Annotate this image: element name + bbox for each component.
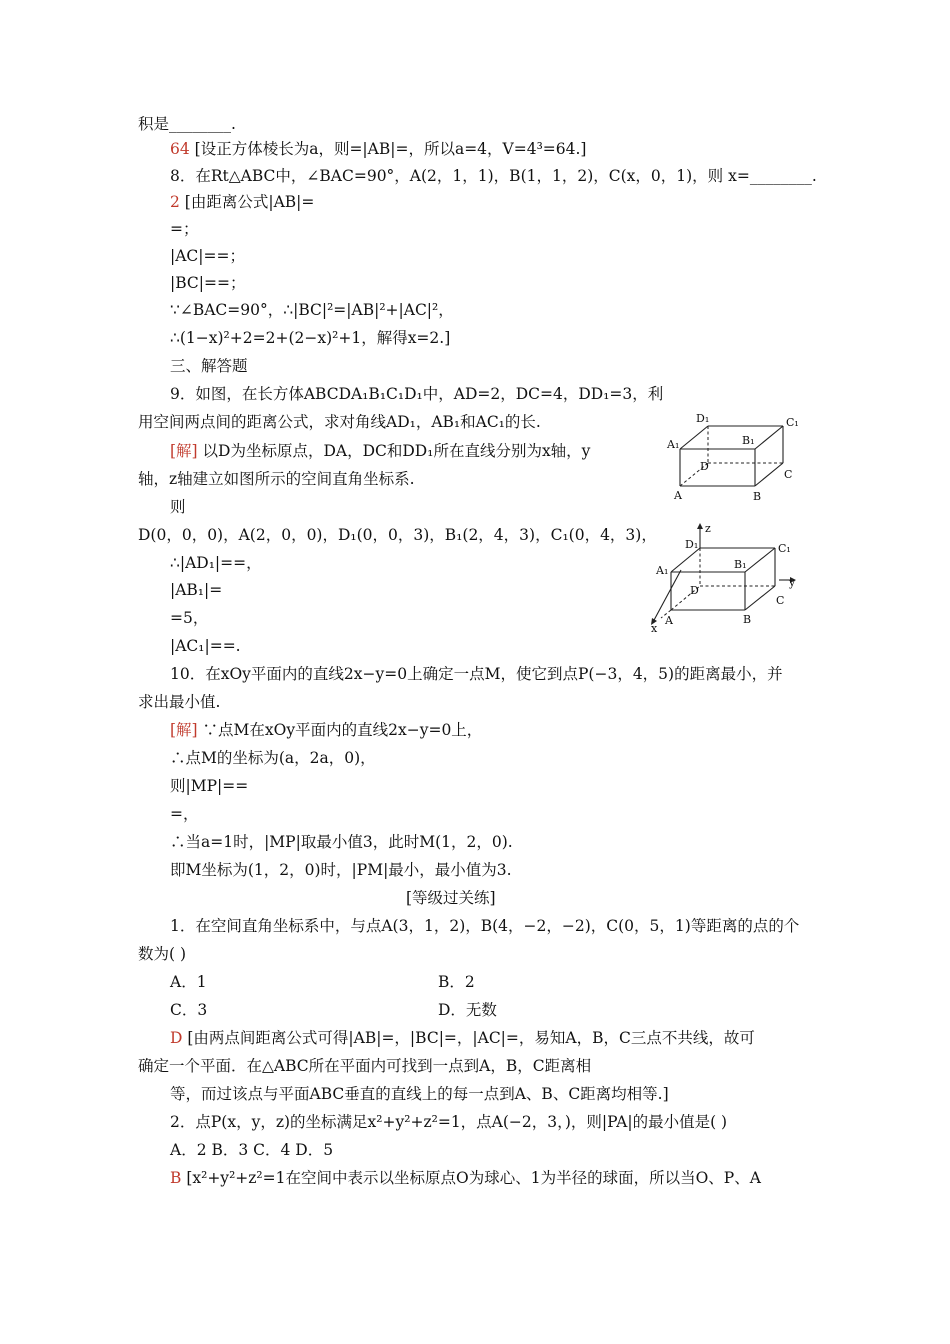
- answer-marker: [解]: [170, 721, 198, 739]
- edge-b1c1: [755, 426, 783, 449]
- line-text: 求出最小值.: [138, 693, 221, 711]
- line-text: 10．在xOy平面内的直线2x−y=0上确定一点M，使它到点P(−3，4，5)的距离最小，并: [170, 665, 783, 683]
- line-text: C．3: [170, 1001, 208, 1019]
- text-line: [170, 1000, 207, 1020]
- text-line: [170, 219, 199, 239]
- text-line: [138, 525, 657, 545]
- text-line: [406, 888, 496, 908]
- line-text: |AC₁|==.: [170, 637, 241, 655]
- text-line: [170, 246, 245, 266]
- text-line: [170, 832, 513, 852]
- text-line: [170, 1140, 333, 1160]
- text-line: [170, 916, 799, 936]
- line-text: ∴(1−x)²+2=2+(2−x)²+1，解得x=2.]: [170, 329, 451, 347]
- label-c1: C₁: [778, 542, 791, 555]
- text-line: [170, 356, 248, 376]
- label-b1: B₁: [734, 558, 747, 571]
- line-text: 积是________.: [138, 115, 236, 133]
- line-text: |AC|==；: [170, 247, 245, 265]
- line-text: [等级过关练]: [406, 889, 496, 907]
- text-line: [170, 720, 482, 740]
- label-d1: D₁: [685, 538, 699, 551]
- text-line: [170, 192, 314, 212]
- line-text: |BC|==；: [170, 274, 246, 292]
- line-text: 三、解答题: [170, 357, 248, 375]
- text-line: [438, 1000, 497, 1020]
- line-text: 轴，z轴建立如图所示的空间直角坐标系.: [138, 470, 415, 488]
- line-text: [由距离公式|AB|=: [179, 193, 315, 211]
- text-line: [138, 469, 415, 489]
- text-line: [138, 944, 186, 964]
- answer-marker: 2: [170, 193, 180, 211]
- line-text: [x²+y²+z²=1在空间中表示以坐标原点O为球心、1为半径的球面，所以当O、P、A: [181, 1169, 761, 1187]
- label-b1: B₁: [742, 434, 755, 447]
- label-y: y: [789, 576, 796, 589]
- line-text: ∵点M在xOy平面内的直线2x−y=0上，: [197, 721, 483, 739]
- text-line: [438, 972, 475, 992]
- text-line: [170, 384, 663, 404]
- line-text: A．2 B．3 C．4 D．5: [170, 1141, 334, 1159]
- text-line: [170, 497, 186, 517]
- label-z: z: [705, 522, 711, 535]
- line-text: =5，: [170, 609, 209, 627]
- label-a1: A₁: [667, 438, 680, 451]
- text-line: [138, 692, 220, 712]
- edge-b1c1: [745, 548, 775, 572]
- label-b: B: [743, 613, 752, 626]
- text-line: [170, 553, 262, 573]
- text-line: [138, 1056, 591, 1076]
- label-b: B: [753, 490, 762, 503]
- text-line: [138, 412, 541, 432]
- text-line: [170, 273, 245, 293]
- line-text: B．2: [438, 973, 475, 991]
- label-a: A: [665, 614, 673, 627]
- text-line: [170, 804, 199, 824]
- line-text: 1．在空间直角坐标系中，与点A(3，1，2)，B(4，−2，−2)，C(0，5，1)等距离的点的个: [170, 917, 800, 935]
- line-text: ∴当a=1时，|MP|取最小值3，此时M(1，2，0).: [170, 833, 513, 851]
- line-text: =；: [170, 220, 199, 238]
- line-text: 等，而过该点与平面ABC垂直的直线上的每一点到A、B、C距离均相等.]: [170, 1085, 669, 1103]
- edge-bc: [745, 586, 775, 610]
- label-c: C: [784, 468, 793, 481]
- line-text: ∴|AD₁|==，: [170, 554, 262, 572]
- line-text: 8．在Rt△ABC中，∠BAC=90°，A(2，1，1)，B(1，1，2)，C(x，0，1)，则 x=________.: [170, 167, 817, 185]
- text-line: [138, 114, 236, 134]
- answer-marker: 64: [170, 140, 190, 158]
- label-a1: A₁: [656, 564, 669, 577]
- text-line: [170, 300, 454, 320]
- box-figure: [660, 406, 810, 506]
- line-text: 确定一个平面．在△ABC所在平面内可找到一点到A，B，C距离相: [138, 1057, 592, 1075]
- answer-marker: B: [170, 1169, 182, 1187]
- line-text: 用空间两点间的距离公式，求对角线AD₁，AB₁和AC₁的长.: [138, 413, 541, 431]
- answer-marker: D: [170, 1029, 183, 1047]
- edge-a1d1: [680, 426, 708, 449]
- line-text: |AB₁|=: [170, 581, 223, 599]
- text-line: [170, 748, 376, 768]
- line-text: ∴点M的坐标为(a，2a，0)，: [170, 749, 376, 767]
- text-line: [170, 1112, 727, 1132]
- label-x: x: [651, 622, 658, 634]
- line-text: 9．如图，在长方体ABCDA₁B₁C₁D₁中，AD=2，DC=4，DD₁=3，利: [170, 385, 664, 403]
- line-text: ∵∠BAC=90°，∴|BC|²=|AB|²+|AC|²，: [170, 301, 454, 319]
- text-line: [170, 1028, 755, 1048]
- text-line: [170, 1168, 761, 1188]
- line-text: [由两点间距离公式可得|AB|=，|BC|=，|AC|=，易知A，B，C三点不共线，故可: [182, 1029, 755, 1047]
- line-text: D(0，0，0)，A(2，0，0)，D₁(0，0，3)，B₁(2，4，3)，C₁(0，4，3)，: [138, 526, 657, 544]
- line-text: =，: [170, 805, 199, 823]
- line-text: 2．点P(x，y，z)的坐标满足x²+y²+z²=1，点A(−2，3，)，则|PA|的最小值是( ): [170, 1113, 728, 1131]
- label-a: A: [674, 489, 682, 502]
- text-line: [170, 608, 208, 628]
- answer-marker: [解]: [170, 442, 198, 460]
- label-c: C: [776, 594, 785, 607]
- text-line: [170, 328, 450, 348]
- text-line: [170, 441, 590, 461]
- text-line: [170, 1084, 669, 1104]
- label-c1: C₁: [786, 416, 799, 429]
- line-text: 则: [170, 498, 186, 516]
- line-text: 则|MP|==: [170, 777, 249, 795]
- coordinate-box-figure: [645, 522, 815, 634]
- label-d1: D₁: [696, 412, 710, 425]
- text-line: [170, 166, 817, 186]
- text-line: [170, 636, 241, 656]
- text-line: [170, 972, 207, 992]
- z-arrow-icon: [697, 523, 703, 529]
- line-text: [设正方体棱长为a，则=|AB|=，所以a=4，V=4³=64.]: [189, 140, 587, 158]
- text-line: [170, 664, 783, 684]
- label-d: D: [690, 584, 699, 597]
- text-line: [170, 139, 586, 159]
- label-d: D: [700, 460, 709, 473]
- edge-a1d1: [671, 548, 700, 572]
- edge-bc: [755, 463, 783, 486]
- text-line: [170, 580, 222, 600]
- line-text: 即M坐标为(1，2，0)时，|PM|最小，最小值为3.: [170, 861, 512, 879]
- text-line: [170, 776, 248, 796]
- line-text: 以D为坐标原点，DA，DC和DD₁所在直线分别为x轴，y: [197, 442, 591, 460]
- text-line: [170, 860, 512, 880]
- line-text: D．无数: [438, 1001, 497, 1019]
- line-text: 数为( ): [138, 945, 187, 963]
- line-text: A．1: [170, 973, 207, 991]
